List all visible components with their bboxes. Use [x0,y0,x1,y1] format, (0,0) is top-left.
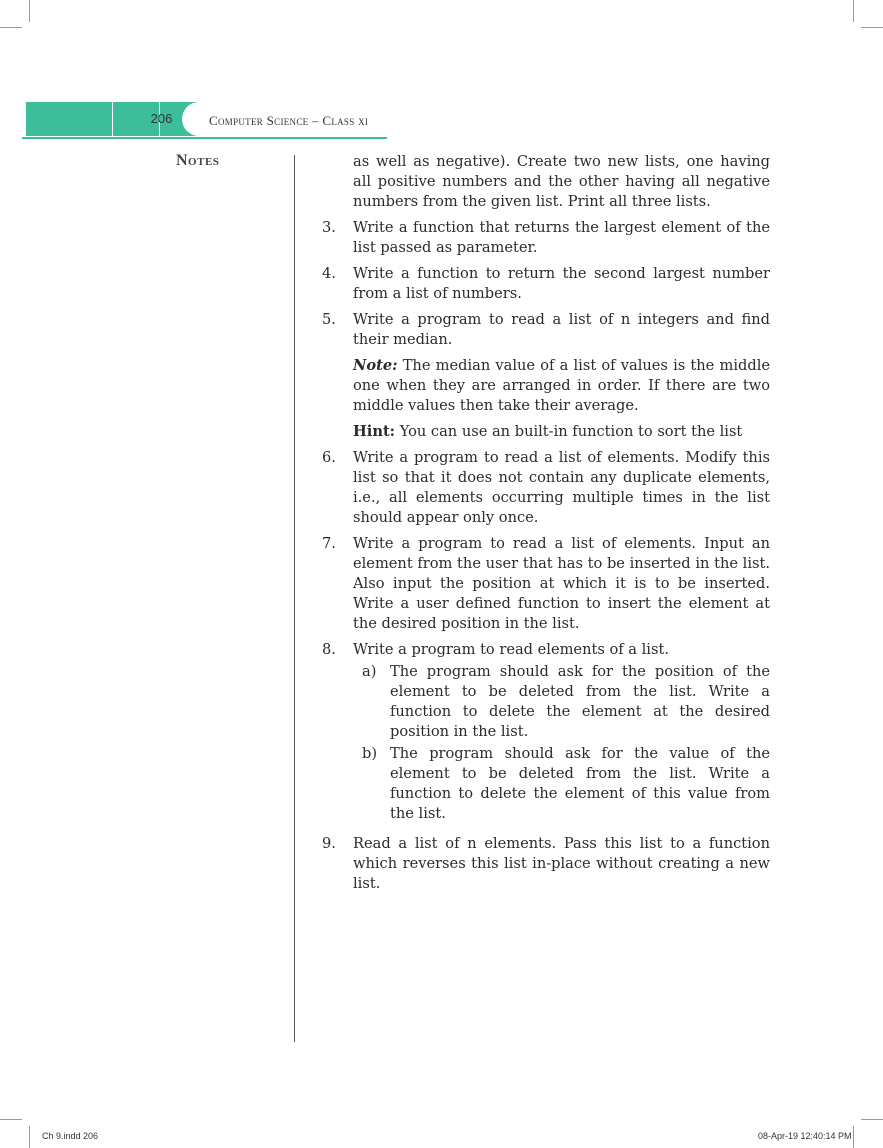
hint-label: Hint: [353,423,396,440]
item-number: 7. [322,535,336,552]
sub-item-label: b) [362,745,378,762]
item-number: 5. [322,311,336,328]
crop-mark [861,27,883,28]
list-item [322,640,770,824]
margin-divider [294,155,295,1042]
item-text: Write a program to read elements of a list. [353,641,669,658]
list-item [322,218,770,258]
sub-item-text: The program should ask for the value of the element to be deleted from the list. Write a function to delete the element of this value from the list. [390,745,770,822]
list-item [322,264,770,304]
list-item [322,834,770,894]
crop-mark [29,0,30,22]
sub-item-text: The program should ask for the position of the element to be deleted from the list. Write a function to delete the element at the desired position in the list. [390,663,770,740]
item-text: Write a program to read a list of elements. Modify this list so that it does not contain any duplicate elements, i.e., all elements occurring multiple times in the list should appear only once. [353,449,770,526]
crop-mark [29,1126,30,1148]
crop-mark [853,0,854,22]
item-number: 6. [322,449,336,466]
header-divider [112,102,113,136]
sub-item [353,662,770,742]
crop-mark [861,1119,883,1120]
notes-label: Notes [176,152,220,169]
item-number: 9. [322,835,336,852]
list-item [322,310,770,442]
hint-text: You can use an built-in function to sort the list [399,423,743,440]
crop-mark [0,27,22,28]
note-text: The median value of a list of values is the middle one when they are arranged in order. If there are two middle values then take their average. [353,357,770,414]
page-number: 206 [150,111,173,126]
item-text: Write a program to read a list of n integers and find their median. [353,311,770,348]
book-title: Computer Science – Class xi [209,113,369,128]
list-item [322,534,770,634]
sub-item-label: a) [362,663,377,680]
sub-item [353,744,770,824]
list-item [322,448,770,528]
item-text: Read a list of n elements. Pass this list to a function which reverses this list in-place without creating a new list. [353,835,770,892]
note-label: Note: [353,357,398,374]
item-text: Write a function to return the second largest number from a list of numbers. [353,265,770,302]
footer-timestamp: 08-Apr-19 12:40:14 PM [758,1131,852,1141]
item-number: 4. [322,265,336,282]
continuation-text: as well as negative). Create two new lists, one having all positive numbers and the other having all negative numbers from the given list. Print all three lists. [353,153,770,210]
crop-mark [0,1119,22,1120]
item-number: 8. [322,641,336,658]
note-paragraph [353,356,770,416]
crop-mark [853,1126,854,1148]
hint-paragraph [353,422,770,442]
footer-file-info: Ch 9.indd 206 [42,1131,99,1141]
item-text: Write a function that returns the largest element of the list passed as parameter. [353,219,770,256]
item-text: Write a program to read a list of elements. Input an element from the user that has to be inserted in the list. Also input the position at which it is to be inserted. Write a user defined function to insert the element at the desired position in the list. [353,535,770,632]
item-number: 3. [322,219,336,236]
header-rule [22,137,387,139]
exercise-list [322,152,770,900]
